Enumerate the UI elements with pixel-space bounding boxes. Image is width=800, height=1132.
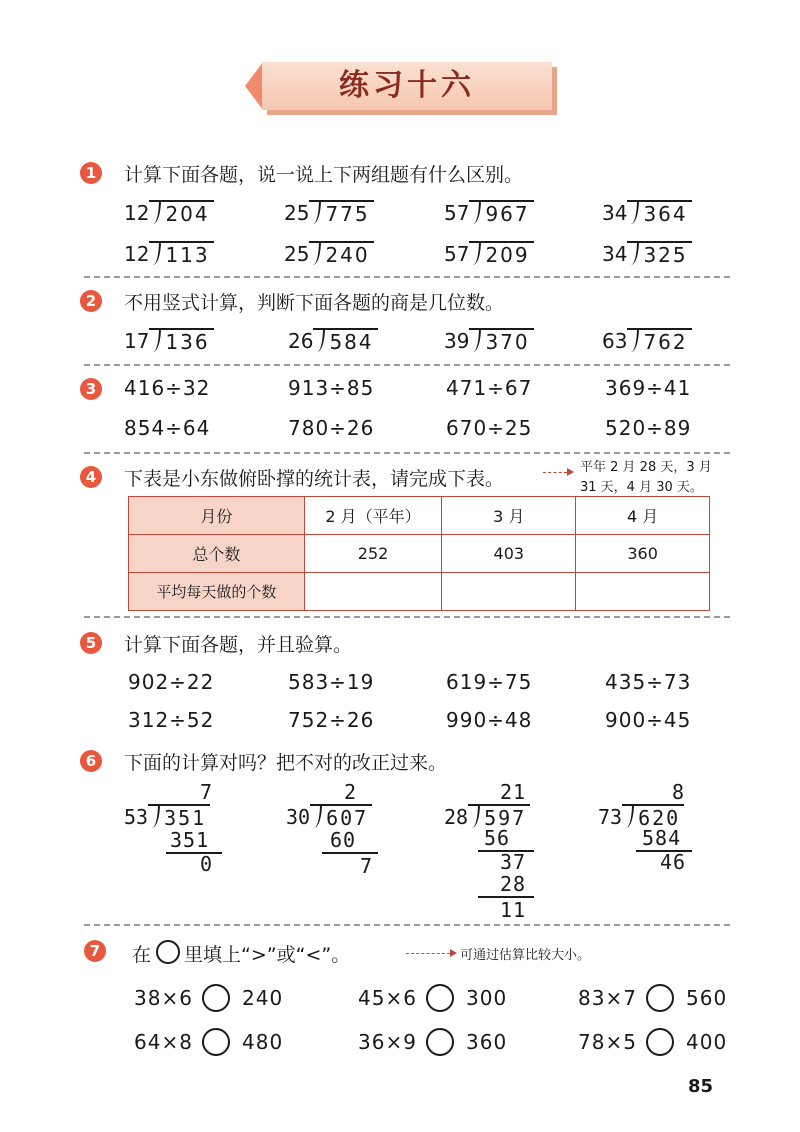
q7-right-value: 480 — [242, 1030, 284, 1054]
calc1-rule — [166, 852, 222, 854]
q2-division-2: 26 584 — [288, 328, 378, 354]
question-number-2: 2 — [80, 290, 102, 312]
comparison-blank[interactable] — [426, 984, 454, 1012]
q5-expression: 435÷73 — [605, 670, 692, 694]
calc3-line1: 56 — [484, 826, 511, 850]
question-number-1: 1 — [80, 162, 102, 184]
q3-expression: 471÷67 — [446, 376, 533, 400]
calc4-quotient: 8 — [672, 780, 686, 804]
q1-division-2: 25 775 — [284, 200, 374, 226]
note-arrow-line — [543, 472, 567, 473]
calc2-line1: 60 — [330, 828, 357, 852]
q7-note: 可通过估算比较大小。 — [460, 948, 591, 963]
calc1-line1: 351 — [170, 828, 210, 852]
q5-expression: 312÷52 — [128, 708, 215, 732]
q1-instruction: 计算下面各题，说一说上下两组题有什么区别。 — [124, 164, 524, 186]
q7-instruction-prefix: 在 — [132, 944, 152, 966]
section-divider — [84, 924, 730, 926]
q3-expression: 369÷41 — [605, 376, 692, 400]
q5-expression: 619÷75 — [446, 670, 533, 694]
q6-instruction: 下面的计算对吗？把不对的改正过来。 — [124, 752, 448, 774]
note-arrow-head — [567, 468, 574, 476]
calc3-quotient: 21 — [500, 780, 527, 804]
q2-instruction: 不用竖式计算，判断下面各题的商是几位数。 — [124, 292, 505, 314]
calc4-division: 73 620 — [598, 804, 684, 830]
page-number: 85 — [688, 1076, 714, 1097]
q7-left-expression: 38×6 — [134, 986, 193, 1010]
table-cell: 252 — [304, 535, 442, 573]
section-divider — [84, 616, 730, 618]
pushup-stats-table — [128, 496, 710, 611]
q5-expression: 583÷19 — [288, 670, 375, 694]
q4-instruction: 下表是小东做俯卧撑的统计表，请完成下表。 — [124, 468, 505, 490]
question-number-6: 6 — [80, 750, 102, 772]
table-header-cell: 2 月（平年） — [304, 497, 442, 535]
q2-division-3: 39 370 — [444, 328, 534, 354]
table-header-cell: 月份 — [129, 497, 305, 535]
q1-division-4: 34 364 — [602, 200, 692, 226]
calc1-division: 53 351 — [124, 804, 210, 830]
q7-right-value: 240 — [242, 986, 284, 1010]
q3-expression: 854÷64 — [124, 416, 211, 440]
calc3-division: 28 597 — [444, 804, 530, 830]
table-cell: 360 — [576, 535, 710, 573]
question-number-7: 7 — [84, 940, 106, 962]
table-header-cell: 3 月 — [442, 497, 576, 535]
q7-left-expression: 78×5 — [578, 1030, 637, 1054]
calc2-division: 30 607 — [286, 804, 372, 830]
title-banner-arrow — [245, 62, 263, 110]
q7-instruction: 里填上“>”或“<”。 — [184, 944, 351, 966]
section-divider — [84, 276, 730, 278]
q7-left-expression: 83×7 — [578, 986, 637, 1010]
q5-expression: 902÷22 — [128, 670, 215, 694]
q4-note-line2: 31 天，4 月 30 天。 — [580, 480, 703, 495]
q7-left-expression: 64×8 — [134, 1030, 193, 1054]
calc3-line4: 11 — [500, 898, 527, 922]
table-cell: 403 — [442, 535, 576, 573]
table-answer-cell[interactable] — [576, 573, 710, 611]
comparison-blank[interactable] — [646, 1028, 674, 1056]
table-header-cell: 4 月 — [576, 497, 710, 535]
table-header-row — [129, 497, 710, 535]
calc1-line2: 0 — [200, 852, 214, 876]
table-row-label: 总个数 — [129, 535, 305, 573]
calc1-quotient: 7 — [200, 780, 214, 804]
q4-note-line1: 平年 2 月 28 天，3 月 — [580, 460, 712, 475]
question-number-3: 3 — [80, 378, 102, 400]
calc2-quotient: 2 — [344, 780, 358, 804]
table-row — [129, 535, 710, 573]
q7-right-value: 400 — [686, 1030, 728, 1054]
q7-right-value: 560 — [686, 986, 728, 1010]
q1-division-6: 25 240 — [284, 241, 374, 267]
table-row-label: 平均每天做的个数 — [129, 573, 305, 611]
q7-left-expression: 45×6 — [358, 986, 417, 1010]
comparison-blank[interactable] — [646, 984, 674, 1012]
table-answer-cell[interactable] — [304, 573, 442, 611]
q3-expression: 416÷32 — [124, 376, 211, 400]
q5-expression: 752÷26 — [288, 708, 375, 732]
q7-right-value: 360 — [466, 1030, 508, 1054]
page-title: 练习十六 — [339, 68, 475, 103]
q5-expression: 900÷45 — [605, 708, 692, 732]
section-divider — [84, 364, 730, 366]
q1-division-1: 12 204 — [124, 200, 214, 226]
comparison-blank[interactable] — [426, 1028, 454, 1056]
calc3-line2: 37 — [500, 850, 527, 874]
question-number-5: 5 — [80, 632, 102, 654]
table-answer-cell[interactable] — [442, 573, 576, 611]
q3-expression: 670÷25 — [446, 416, 533, 440]
q2-division-4: 63 762 — [602, 328, 692, 354]
q7-right-value: 300 — [466, 986, 508, 1010]
note-arrow-line — [406, 953, 450, 954]
q3-expression: 913÷85 — [288, 376, 375, 400]
question-number-4: 4 — [80, 466, 102, 488]
q5-instruction: 计算下面各题，并且验算。 — [124, 634, 353, 656]
note-arrow-head — [450, 949, 457, 957]
q3-expression: 780÷26 — [288, 416, 375, 440]
comparison-blank[interactable] — [202, 984, 230, 1012]
calc4-line2: 46 — [660, 850, 687, 874]
q1-division-7: 57 209 — [444, 241, 534, 267]
q1-division-8: 34 325 — [602, 241, 692, 267]
q5-expression: 990÷48 — [446, 708, 533, 732]
q1-division-3: 57 967 — [444, 200, 534, 226]
q1-division-5: 12 113 — [124, 241, 214, 267]
calc2-line2: 7 — [360, 854, 374, 878]
q3-expression: 520÷89 — [605, 416, 692, 440]
q2-division-1: 17 136 — [124, 328, 214, 354]
blank-circle-icon — [156, 940, 180, 964]
section-divider — [84, 452, 730, 454]
calc3-line3: 28 — [500, 872, 527, 896]
comparison-blank[interactable] — [202, 1028, 230, 1056]
table-row — [129, 573, 710, 611]
calc4-line1: 584 — [642, 826, 682, 850]
q7-left-expression: 36×9 — [358, 1030, 417, 1054]
